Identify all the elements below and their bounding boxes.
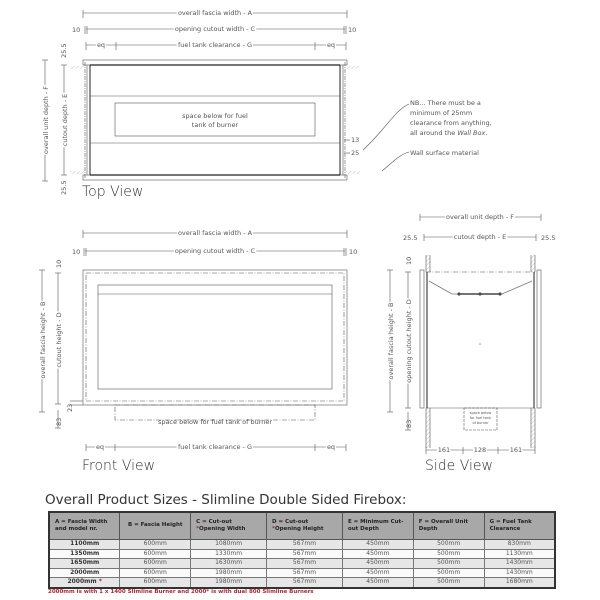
side-fuel-line2: for fuel tank [469, 416, 492, 420]
front-ten-right: 10 [349, 248, 358, 256]
front-dim-c-label: opening cutout width - C [174, 247, 256, 255]
side-dim-b-label: overall fascia height - B [387, 302, 395, 380]
cell-c: 1330mm [191, 549, 267, 559]
front-eq-left: eq [95, 443, 105, 451]
product-sizes-table [48, 511, 556, 589]
table-row [49, 540, 555, 550]
top-dim-a-label: overall fascia width - A [177, 9, 253, 17]
cell-e: 450mm [342, 540, 413, 550]
cell-f: 500mm [413, 578, 484, 588]
table-title: Overall Product Sizes - Slimline Double Sided Firebox: [45, 492, 407, 508]
cell-d: 567mm [267, 540, 343, 550]
header-c: C = Cut-out *Opening Width [191, 512, 267, 540]
front-dim-23: 23 [66, 403, 74, 412]
side-fuel-line1: space below [469, 411, 492, 415]
top-depth-bottom: 25.5 [60, 180, 68, 195]
cell-d: 567mm [267, 549, 343, 559]
header-g: G = Fuel Tank Clearance [484, 512, 555, 540]
header-a: A = Fascia Width and model nr. [49, 512, 120, 540]
front-dim-g-label: fuel tank clearance - G [178, 443, 252, 451]
top-dim-c-label: opening cutout width - C [174, 25, 256, 33]
header-d: D = Cut-out *Opening Height [267, 512, 343, 540]
top-eq-left: eq [96, 41, 106, 49]
top-fuel-space-line1: space below for fuel [182, 112, 248, 120]
cell-b: 600mm [120, 578, 191, 588]
note-line4: all around the Wall Box. [410, 129, 488, 137]
front-ten-top: 10 [55, 259, 63, 268]
cell-g: 1680mm [484, 578, 555, 588]
note-line3: clearance from anything, [410, 119, 492, 127]
front-dim-b-label: overall fascia height - B [39, 301, 47, 379]
cell-g: 1430mm [484, 568, 555, 578]
front-ten-left: 10 [72, 248, 81, 256]
top-dim-13: 13 [351, 136, 360, 144]
side-ten-top: 10 [405, 256, 413, 265]
side-dim-d-label: opening cutout height - D [405, 299, 413, 383]
cell-d: 567mm [267, 568, 343, 578]
cell-d: 567mm [267, 578, 343, 588]
front-eq-right: eq [326, 443, 336, 451]
cell-e: 450mm [342, 549, 413, 559]
front-dim-d-label: cutout height - D [55, 312, 63, 368]
side-dim-f-label: overall unit depth - F [446, 213, 514, 221]
cell-b: 600mm [120, 549, 191, 559]
cell-f: 500mm [413, 568, 484, 578]
front-dim-83: 83 [55, 417, 63, 426]
top-dim-f-label: overall unit depth - F [42, 86, 50, 154]
top-depth-top: 25.5 [60, 43, 68, 58]
front-dim-a-label: overall fascia width - A [177, 229, 253, 237]
side-seg-left: 161 [437, 446, 451, 454]
table-header-row [49, 512, 555, 540]
top-fuel-space-line2: tank of burner [191, 121, 239, 129]
cell-g: 830mm [484, 540, 555, 550]
side-right-25: 25.5 [541, 234, 556, 242]
cell-g: 1130mm [484, 549, 555, 559]
cell-f: 500mm [413, 540, 484, 550]
cell-e: 450mm [342, 559, 413, 569]
cell-e: 450mm [342, 568, 413, 578]
side-dim-e-label: cutout depth - E [453, 233, 507, 241]
cell-e: 450mm [342, 578, 413, 588]
top-view-title: Top View [82, 184, 144, 200]
cell-f: 500mm [413, 559, 484, 569]
table-row [49, 578, 555, 588]
note-line1: NB... There must be a [410, 99, 481, 107]
side-left-25: 25.5 [403, 234, 418, 242]
table-footnote: 2000mm is with 1 x 1400 Slimline Burner and 2000* is with dual 800 Slimline Burners [48, 589, 314, 595]
side-seg-mid: 128 [473, 446, 487, 454]
cell-b: 600mm [120, 559, 191, 569]
table-row [49, 549, 555, 559]
top-ten-right: 10 [348, 26, 357, 34]
cell-g: 1430mm [484, 559, 555, 569]
cell-c: 1630mm [191, 559, 267, 569]
front-fuel-space-label: space below for fuel tank of burner [157, 418, 273, 426]
side-fuel-line3: of burner [472, 421, 489, 425]
cell-b: 600mm [120, 540, 191, 550]
front-view-labels [39, 229, 357, 451]
cell-model: 1650mm [49, 559, 120, 569]
cell-c: 1080mm [191, 540, 267, 550]
side-view-labels [387, 213, 555, 454]
cell-f: 500mm [413, 549, 484, 559]
top-ten-left: 10 [72, 26, 81, 34]
top-eq-right: eq [326, 41, 336, 49]
cell-b: 600mm [120, 568, 191, 578]
side-dim-83: 83 [405, 419, 413, 428]
cell-model: 2000mm * [49, 578, 120, 588]
cell-c: 1980mm [191, 568, 267, 578]
table-row [49, 568, 555, 578]
cell-d: 567mm [267, 559, 343, 569]
cell-model: 1350mm [49, 549, 120, 559]
side-view-title: Side View [425, 458, 493, 474]
top-dim-e-label: cutout depth - E [61, 93, 69, 147]
top-dim-g-label: fuel tank clearance - G [178, 41, 252, 49]
wall-surface-label: Wall surface material [410, 149, 479, 157]
header-e: E = Minimum Cut-out Depth [342, 512, 413, 540]
table-row [49, 559, 555, 569]
cell-model: 1100mm [49, 540, 120, 550]
side-seg-right: 161 [509, 446, 523, 454]
note-line2: minimum of 25mm [410, 109, 473, 117]
top-dim-25: 25 [351, 149, 360, 157]
top-view-labels [42, 9, 492, 195]
header-f: F = Overall Unit Depth [413, 512, 484, 540]
cell-c: 1980mm [191, 578, 267, 588]
cell-model: 2000mm [49, 568, 120, 578]
front-view-title: Front View [82, 458, 156, 474]
header-b: B = Fascia Height [120, 512, 191, 540]
